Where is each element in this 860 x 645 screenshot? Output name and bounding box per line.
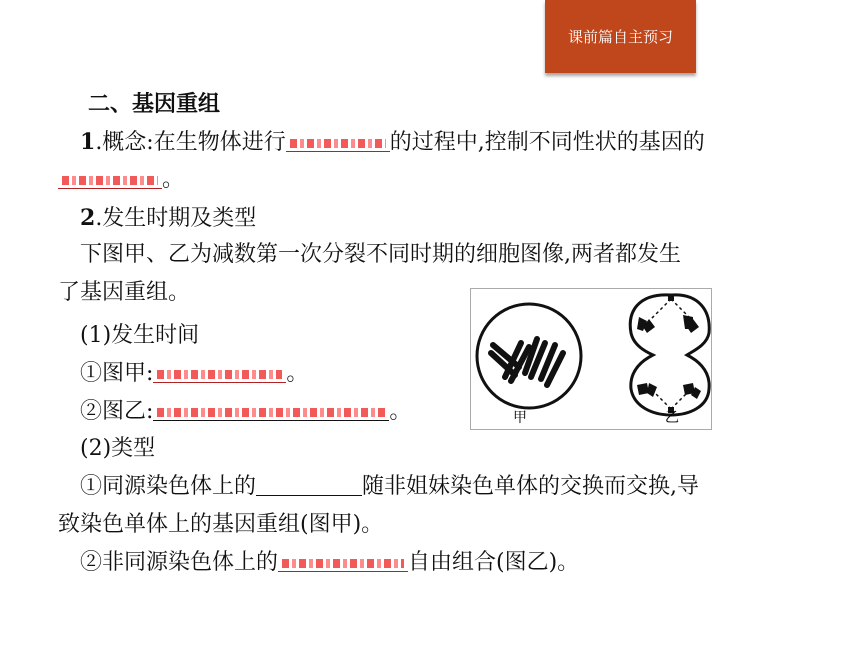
type-b-suffix: 自由组合(图乙)。	[408, 550, 580, 575]
concept-line-2	[58, 165, 184, 195]
time-a-blank[interactable]	[153, 360, 286, 383]
intro-line-2-text: 了基因重组。	[58, 280, 191, 305]
time-heading-text: (1)发生时间	[80, 323, 200, 348]
figure-label-a: 甲	[513, 410, 527, 426]
concept-text-a: .概念:在生物体进行	[95, 130, 286, 155]
cell-b	[630, 295, 709, 415]
concept-line	[80, 127, 705, 158]
item2-heading	[80, 203, 256, 234]
cell-a	[477, 304, 581, 408]
section-tab	[545, 0, 696, 73]
intro-line-1-text: 下图甲、乙为减数第一次分裂不同时期的细胞图像,两者都发生	[80, 242, 681, 267]
time-b-end: 。	[389, 399, 412, 424]
section-tab-label: 课前篇自主预习	[567, 28, 673, 46]
figure-label-b: 乙	[665, 410, 679, 426]
time-heading	[80, 321, 199, 351]
intro-line-2	[58, 278, 190, 308]
concept-text-b: 的过程中,控制不同性状的基因的	[389, 130, 705, 155]
type-heading-text: (2)类型	[80, 436, 156, 461]
cell-figure	[470, 288, 712, 430]
type-b-line	[80, 548, 579, 578]
type-a-line-2	[58, 510, 383, 540]
intro-line-1	[80, 240, 681, 270]
cell-division-diagram	[471, 289, 711, 429]
time-a-label: ①图甲:	[80, 361, 154, 386]
type-b-prefix: ②非同源染色体上的	[80, 550, 279, 575]
item2-number: 2	[80, 205, 96, 231]
item2-text: .发生时期及类型	[95, 206, 257, 231]
type-a-line-2-text: 致染色单体上的基因重组(图甲)。	[58, 512, 384, 537]
concept-blank-1[interactable]	[286, 129, 390, 152]
concept-text-c: 。	[162, 167, 185, 192]
type-a-line	[80, 472, 699, 502]
item1-number: 1	[80, 129, 96, 155]
type-a-prefix: ①同源染色体上的	[80, 474, 257, 499]
type-a-blank[interactable]	[256, 473, 362, 496]
concept-blank-2[interactable]	[58, 166, 162, 189]
type-b-blank[interactable]	[278, 549, 408, 572]
type-heading	[80, 434, 155, 464]
time-b-label: ②图乙:	[80, 399, 154, 424]
time-b-line	[80, 397, 411, 427]
type-a-suffix: 随非姐妹染色单体的交换而交换,导	[362, 474, 700, 499]
section-title	[88, 89, 220, 119]
time-a-line	[80, 359, 308, 389]
time-a-end: 。	[286, 361, 309, 386]
section-title-text: 二、基因重组	[88, 91, 221, 117]
time-b-blank[interactable]	[153, 398, 389, 421]
